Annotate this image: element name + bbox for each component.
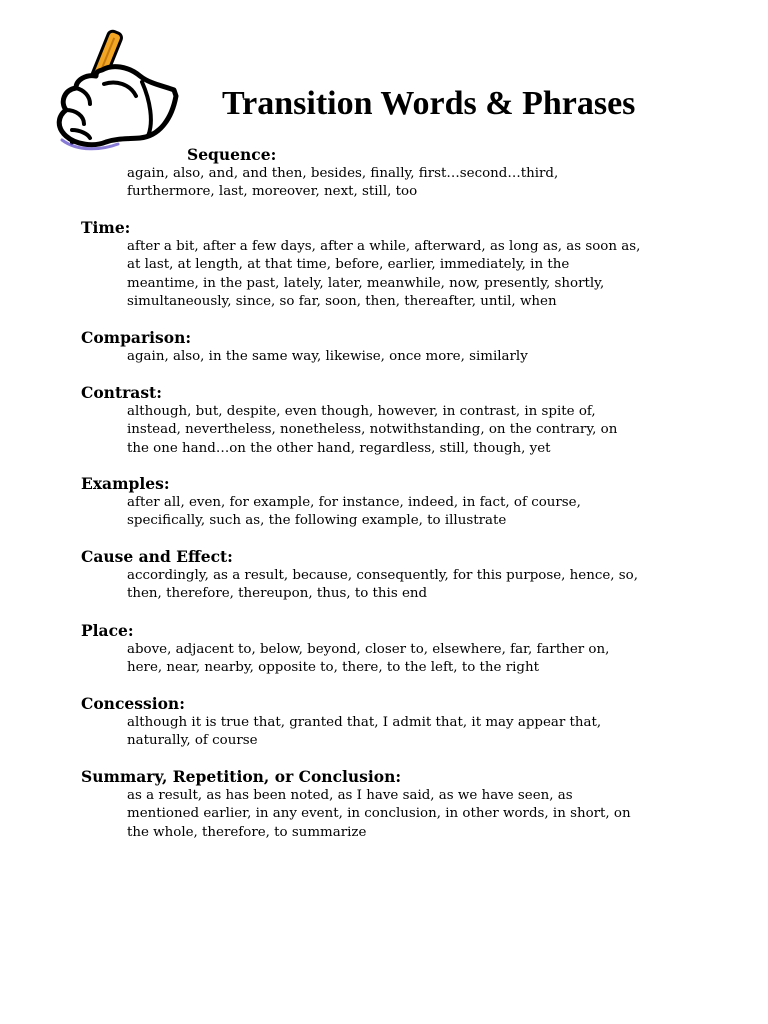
section-line: meantime, in the past, lately, later, meanwhile, now, presently, shortly,	[127, 275, 605, 291]
section-line: naturally, of course	[127, 733, 258, 749]
section-heading: Sequence:	[187, 145, 277, 164]
section-body	[127, 348, 707, 366]
section-line: here, near, nearby, opposite to, there, to the left, to the right	[127, 660, 539, 676]
section-line: although, but, despite, even though, however, in contrast, in spite of,	[127, 404, 596, 419]
section-line: after all, even, for example, for instance, indeed, in fact, of course,	[127, 495, 581, 510]
section-body	[127, 567, 707, 604]
section-heading: Cause and Effect:	[81, 547, 233, 566]
section-body	[127, 787, 707, 842]
page-title: Transition Words & Phrases	[222, 85, 636, 122]
section-heading: Comparison:	[81, 328, 192, 347]
section-line: at last, at length, at that time, before, earlier, immediately, in the	[127, 257, 570, 273]
section-line: the one hand…on the other hand, regardless, still, though, yet	[127, 440, 551, 456]
section-heading: Place:	[81, 621, 134, 640]
section-line: accordingly, as a result, because, consequently, for this purpose, hence, so,	[127, 568, 638, 583]
section-body	[127, 238, 707, 312]
section-line: furthermore, last, moreover, next, still, too	[127, 184, 418, 200]
section-heading: Concession:	[81, 694, 185, 713]
section-body	[127, 165, 707, 202]
section-line: after a bit, after a few days, after a while, afterward, as long as, as soon as,	[127, 239, 641, 254]
section-line: then, therefore, thereupon, thus, to this end	[127, 586, 428, 602]
section-line: again, also, and, and then, besides, finally, first…second…third,	[127, 166, 559, 181]
section-heading: Summary, Repetition, or Conclusion:	[81, 767, 402, 786]
section-body	[127, 403, 707, 458]
section-line: simultaneously, since, so far, soon, then, thereafter, until, when	[127, 294, 557, 310]
section-line: mentioned earlier, in any event, in conclusion, in other words, in short, on	[127, 806, 631, 822]
hand-writing-with-pencil-icon	[32, 26, 180, 156]
section-line: specifically, such as, the following example, to illustrate	[127, 513, 507, 529]
section-line: the whole, therefore, to summarize	[127, 824, 367, 840]
section-heading: Time:	[81, 218, 131, 237]
section-line: above, adjacent to, below, beyond, closer to, elsewhere, far, farther on,	[127, 642, 610, 657]
section-line: again, also, in the same way, likewise, once more, similarly	[127, 349, 528, 364]
section-heading: Contrast:	[81, 383, 162, 402]
section-heading: Examples:	[81, 474, 170, 493]
section-line: instead, nevertheless, nonetheless, notwithstanding, on the contrary, on	[127, 422, 618, 438]
section-line: although it is true that, granted that, I admit that, it may appear that,	[127, 715, 602, 730]
section-body	[127, 494, 707, 531]
section-line: as a result, as has been noted, as I have said, as we have seen, as	[127, 788, 573, 803]
section-body	[127, 714, 707, 751]
section-body	[127, 641, 707, 678]
